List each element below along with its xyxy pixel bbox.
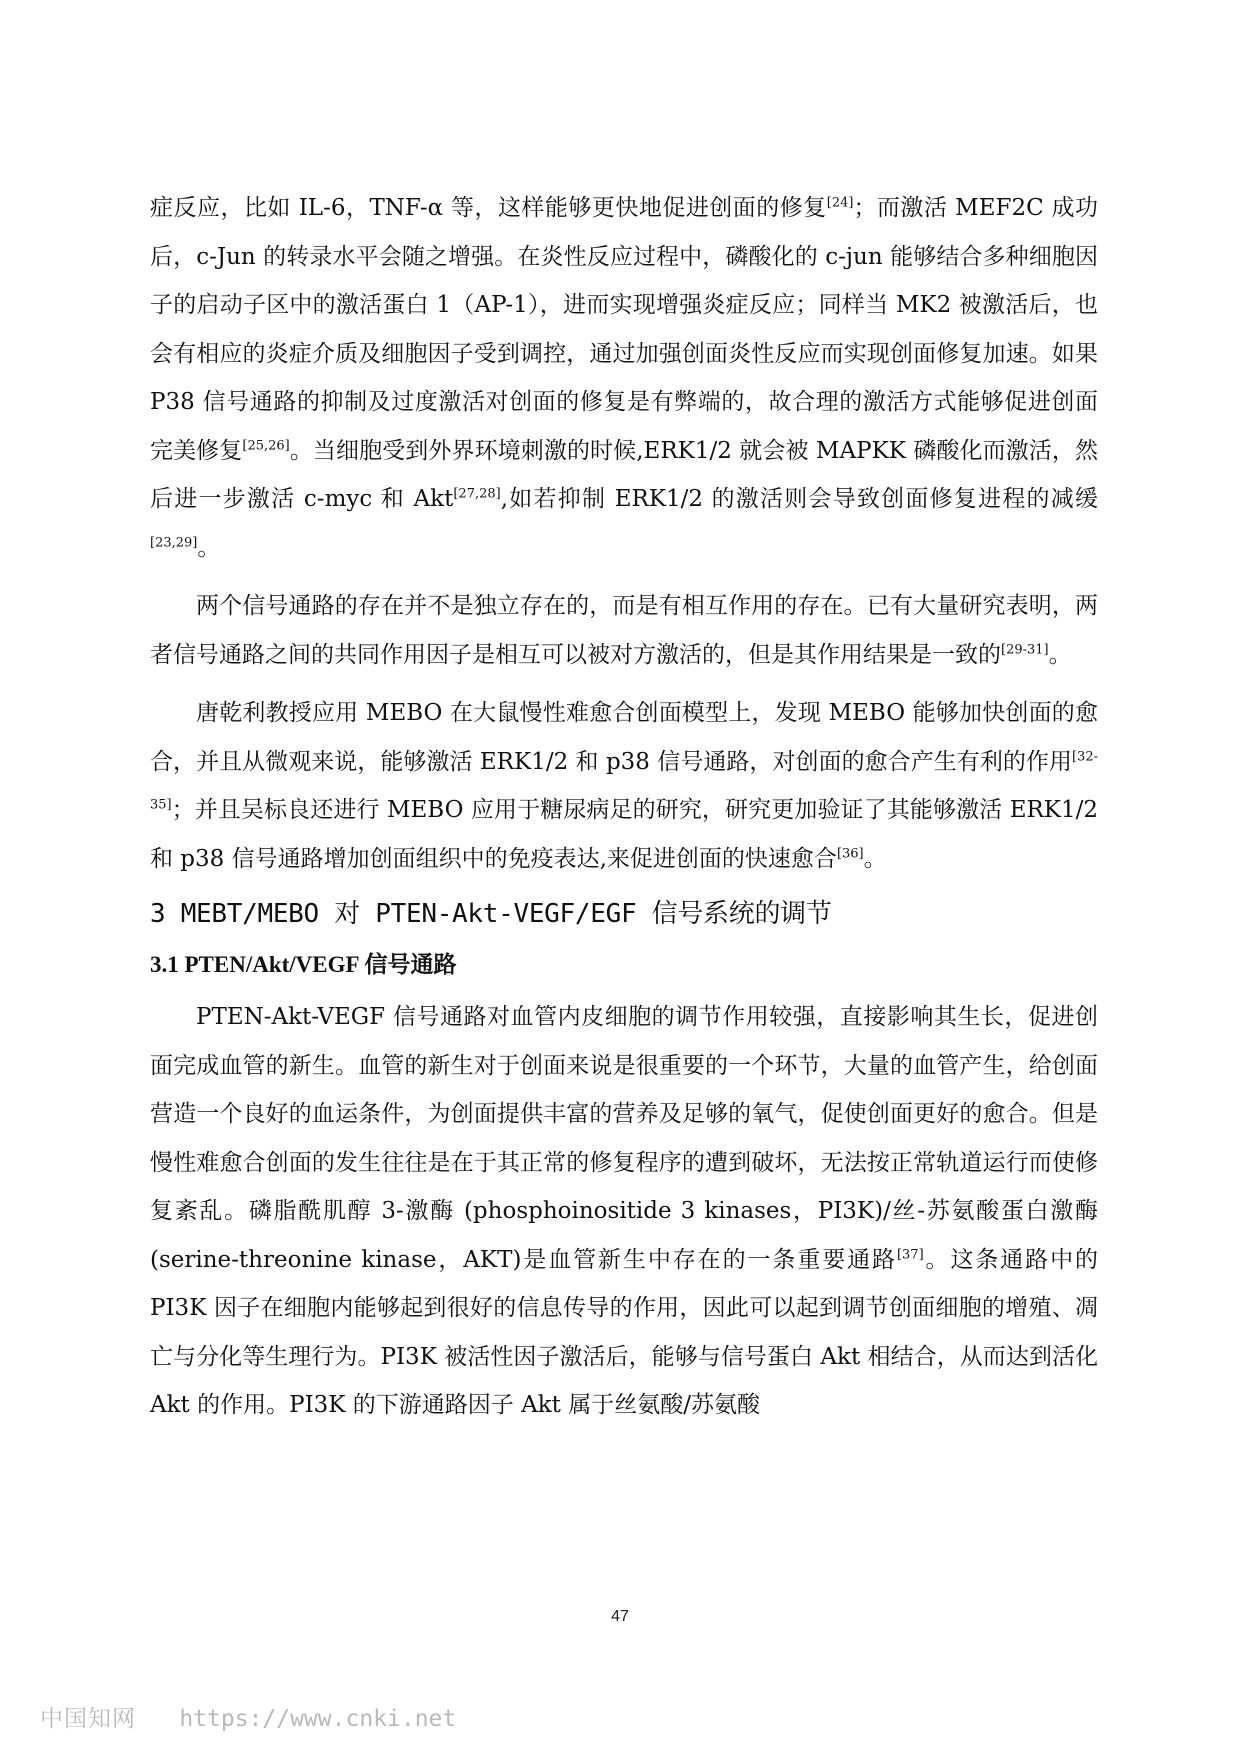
paragraph-2 (150, 582, 1098, 679)
page-number: 47 (611, 1608, 629, 1625)
paragraph-1-text-4: ,如若抑制 ERK1/2 的激活则会导致创面修复进程的减缓 (500, 486, 1098, 512)
paragraph-1-text-5: 。 (197, 534, 221, 561)
citation-29-31: [29-31] (1001, 641, 1049, 657)
paragraph-3 (150, 689, 1098, 883)
paragraph-1-text-1: 症反应，比如 IL-6，TNF-α 等，这样能够更快地促进创面的修复 (150, 195, 827, 221)
citation-37: [37] (896, 1246, 924, 1262)
paragraph-4-text-2: 。这条通路中的 PI3K 因子在细胞内能够起到很好的信息传导的作用，因此可以起到调节创面细胞的增殖、凋亡与分化等生理行为。PI3K 被活性因子激活后，能够与信号蛋白 Akt 相结合，从而达到活化 Akt 的作用。PI3K 的下游通路因子 Akt 属于丝氨酸/苏氨酸 (150, 1246, 1099, 1418)
citation-24: [24] (826, 195, 854, 211)
cnki-watermark (40, 1700, 456, 1733)
paragraph-2-text-2: 。 (1048, 641, 1072, 668)
watermark-logo: 中国知网 (40, 1706, 136, 1732)
paragraph-1 (150, 184, 1098, 572)
paragraph-1-text-2: ；而激活 MEF2C 成功后，c-Jun 的转录水平会随之增强。在炎性反应过程中，磷酸化的 c-jun 能够结合多种细胞因子的启动子区中的激活蛋白 1（AP-1），进而实现增强炎症反应；同样当 MK2 被激活后，也会有相应的炎症介质及细胞因子受到调控，通过加强创面炎性反应而实现创面修复加速。如果 P38 信号通路的抑制及过度激活对创面的修复是有弊端的，故合理的激活方式能够促进创面完美修复 (150, 195, 1098, 464)
body-text (150, 184, 1098, 1430)
citation-25-26: [25,26] (242, 437, 290, 453)
citation-32-35: [32-35] (150, 748, 1098, 813)
section-heading: 3 MEBT/MEBO 对 PTEN-Akt-VEGF/EGF 信号系统的调节 (150, 899, 832, 929)
paragraph-3-text-3: 。 (863, 845, 887, 872)
paragraph-2-text-1: 两个信号通路的存在并不是独立存在的，而是有相互作用的存在。已有大量研究表明，两者信号通路之间的共同作用因子是相互可以被对方激活的，但是其作用结果是一致的 (150, 593, 1098, 668)
paragraph-4-text-1: PTEN-Akt-VEGF 信号通路对血管内皮细胞的调节作用较强，直接影响其生长，促进创面完成血管的新生。血管的新生对于创面来说是很重要的一个环节，大量的血管产生，给创面营造一个良好的血运条件，为创面提供丰富的营养及足够的氧气，促使创面更好的愈合。但是慢性难愈合创面的发生往往是在于其正常的修复程序的遭到破坏，无法按正常轨道运行而使修复紊乱。磷脂酰肌醇 3-激酶 (phosphoinositide 3 kinases，PI3K)/丝-苏氨酸蛋白激酶(serine-threonine kinase，AKT)是血管新生中存在的一条重要通路 (150, 1004, 1098, 1273)
paragraph-4 (150, 993, 1098, 1430)
paragraph-3-text-2: ；并且吴标良还进行 MEBO 应用于糖尿病足的研究，研究更加验证了其能够激活 ERK1/2 和 p38 信号通路增加创面组织中的免疫表达,来促进创面的快速愈合 (150, 797, 1098, 872)
citation-23-29: [23,29] (150, 534, 198, 550)
paragraph-1-text-3: 。当细胞受到外界环境刺激的时候,ERK1/2 就会被 MAPKK 磷酸化而激活，然后进一步激活 c-myc 和 Akt (150, 437, 1098, 512)
citation-36: [36] (836, 845, 864, 861)
subsection-heading: 3.1 PTEN/Akt/VEGF 信号通路 (150, 952, 457, 977)
citation-27-28: [27,28] (453, 486, 501, 502)
paragraph-3-text-1: 唐乾利教授应用 MEBO 在大鼠慢性难愈合创面模型上，发现 MEBO 能够加快创面的愈合，并且从微观来说，能够激活 ERK1/2 和 p38 信号通路，对创面的愈合产生有利的作用 (150, 700, 1098, 775)
watermark-url: https://www.cnki.net (179, 1706, 457, 1732)
